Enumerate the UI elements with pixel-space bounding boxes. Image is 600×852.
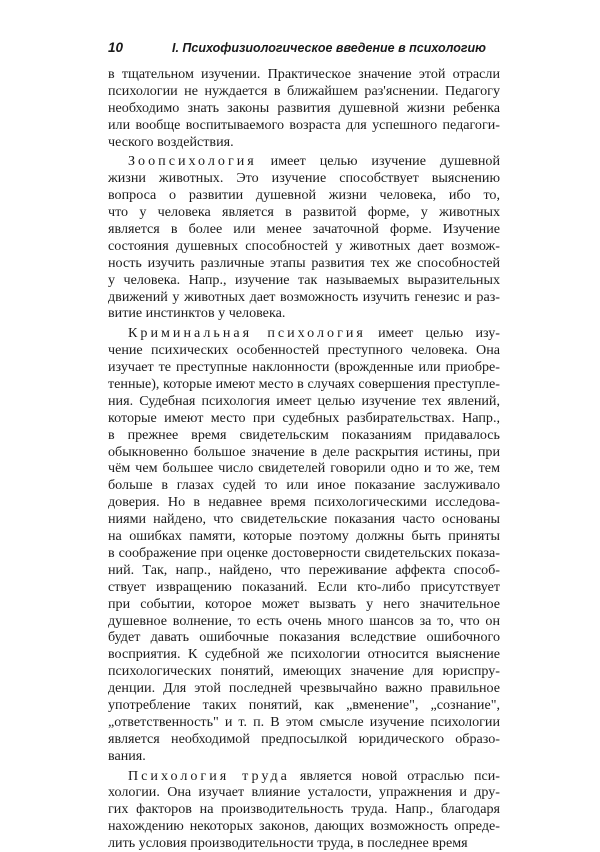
text-line-content: ния. Судебная психология имеет целью изучение тех явлений,	[108, 392, 500, 409]
text-line-content: обыкновенно большое значение в деле раскрытия истины, при	[108, 443, 500, 460]
text-line	[108, 134, 500, 151]
text-line	[108, 680, 500, 697]
text-line	[108, 629, 500, 646]
text-line	[108, 801, 500, 818]
text-line	[108, 460, 500, 477]
paragraph	[108, 768, 500, 852]
text-line	[108, 768, 500, 785]
text-line-content: душевное волнение, то есть очень много шансов за то, что он	[108, 612, 500, 629]
text-line	[108, 714, 500, 731]
section-term: Криминальная психология	[128, 325, 366, 342]
text-line-content: является в более или менее зачаточной форме. Изучение	[108, 221, 500, 238]
text-line-content: чение психических особенностей преступного человека. Она	[108, 342, 500, 359]
text-line-content: является необходимой предпосылкой юридического образо-	[108, 730, 500, 747]
text-line-content: ний. Так, напр., найдено, что переживание аффекта способ-	[108, 561, 500, 578]
text-line	[108, 66, 500, 83]
paragraph	[108, 325, 500, 764]
running-head	[108, 40, 508, 55]
text-line-content: что у человека является в развитой форме, у животных	[108, 204, 500, 221]
text-line	[108, 359, 500, 376]
text-line	[108, 579, 500, 596]
text-line-content: „ответственность" и т. п. В этом смысле изучение психологии	[108, 713, 500, 730]
text-line-content: или вообще воспитываемого возраста для успешного педагоги-	[108, 116, 500, 133]
text-line-content: восприятия. К судебной же психологии относится выяснение	[108, 646, 500, 663]
text-line-content: чём чем большее число свидетелей говорили одно и то же, тем	[108, 460, 500, 477]
text-line	[108, 289, 500, 306]
text-line-content: в тщательном изучении. Практическое значение этой отрасли	[108, 66, 500, 82]
text-line-content: будет давать ошибочные показания вследствие ошибочного	[108, 629, 500, 646]
text-line-content: употребление таких понятий, как „вменение", „сознание",	[108, 696, 500, 713]
text-line-content: в прежнее время свидетельским показаниям придавалось	[108, 426, 500, 443]
text-line-content: при событии, которое может вызвать у него значительное	[108, 595, 500, 612]
text-line	[108, 494, 500, 511]
text-line	[108, 613, 500, 630]
text-line	[108, 477, 500, 494]
text-line	[108, 100, 500, 117]
text-line	[108, 697, 500, 714]
text-line	[108, 818, 500, 835]
text-line	[108, 784, 500, 801]
text-line-content: лить условия производительности труда, в последнее время	[108, 835, 468, 852]
page-number: 10	[108, 40, 124, 55]
text-line-content: ческого воздействия.	[108, 133, 234, 150]
text-line	[108, 204, 500, 221]
text-line	[108, 221, 500, 238]
text-line	[108, 427, 500, 444]
text-line	[108, 238, 500, 255]
text-line-content: имеет целью изучение душевной	[256, 153, 500, 170]
text-line-content: витие инстинктов у человека.	[108, 305, 286, 322]
text-line	[108, 272, 500, 289]
text-line	[108, 511, 500, 528]
text-line	[108, 117, 500, 134]
text-line-content: в соображение при оценке достоверности свидетельских показа-	[108, 544, 500, 561]
text-line-content: имеет целью изу-	[365, 325, 501, 342]
section-term: Зоопсихология	[128, 153, 257, 170]
text-line	[108, 646, 500, 663]
text-line-content: движений у животных дает возможность изучить генезис и раз-	[108, 288, 500, 305]
text-line	[108, 83, 500, 100]
text-line-content: изучает те преступные наклонности (врожденные или приобре-	[108, 359, 500, 376]
text-line	[108, 342, 500, 359]
text-line	[108, 545, 500, 562]
text-line-content: ствует извращению показаний. Если кто-либо присутствует	[108, 578, 500, 595]
text-line	[108, 835, 500, 852]
text-line-content: вания.	[108, 747, 146, 764]
text-line	[108, 731, 500, 748]
text-line-content: психологии не нуждается в ближайшем раз'яснении. Педагогу	[108, 82, 500, 99]
text-line-content: больше в глазах судей то или иное показание заслуживало	[108, 477, 500, 494]
paragraph	[108, 66, 500, 150]
section-term: Психология труда	[128, 767, 290, 784]
text-line	[108, 325, 500, 342]
text-line-content: хологии. Она изучает влияние усталости, упражнения и дру-	[108, 784, 500, 801]
text-line-content: психологических понятий, имеющих значение для юриспру-	[108, 663, 500, 680]
text-line-content: нахождению некоторых законов, дающих возможность опреде-	[108, 818, 500, 835]
text-line-content: жизни животных. Это изучение способствует выяснению	[108, 170, 500, 187]
paragraph	[108, 153, 500, 322]
text-line	[108, 410, 500, 427]
text-line	[108, 255, 500, 272]
text-line	[108, 444, 500, 461]
text-line	[108, 748, 500, 765]
body-text	[108, 66, 500, 852]
text-line-content: является новой отраслью пси-	[289, 767, 500, 784]
text-line-content: ниями найдено, что свидетельские показания часто основаны	[108, 511, 500, 528]
text-line	[108, 305, 500, 322]
text-line	[108, 562, 500, 579]
text-line-content: состояния душевных способностей у животных дает возмож-	[108, 237, 500, 254]
text-line-content: на ошибках памяти, которые поэтому должны быть приняты	[108, 528, 500, 545]
text-line-content: денции. Для этой последней чрезвычайно важно правильное	[108, 680, 500, 697]
text-line	[108, 596, 500, 613]
chapter-title: I. Психофизиологическое введение в психологию	[172, 41, 486, 55]
text-line	[108, 376, 500, 393]
text-line	[108, 663, 500, 680]
text-line-content: которые имеют место при судебных разбирательствах. Напр.,	[108, 409, 500, 426]
text-line-content: тенные), которые имеют место в случаях совершения преступле-	[108, 376, 500, 393]
text-line	[108, 170, 500, 187]
text-line-content: вопроса о развитии душевной жизни человека, ибо то,	[108, 187, 500, 204]
text-line-content: ность изучить различные этапы развития тех же способностей	[108, 254, 500, 271]
text-line-content: необходимо знать законы развития душевной жизни ребенка	[108, 99, 500, 116]
text-line-content: гих факторов на производительность труда. Напр., благодаря	[108, 801, 500, 818]
text-line	[108, 393, 500, 410]
text-line-content: доверия. Но в недавнее время психологическими исследова-	[108, 494, 500, 511]
text-line	[108, 187, 500, 204]
text-line-content: у человека. Напр., изучение так называемых выразительных	[108, 271, 500, 288]
text-line	[108, 153, 500, 170]
text-line	[108, 528, 500, 545]
